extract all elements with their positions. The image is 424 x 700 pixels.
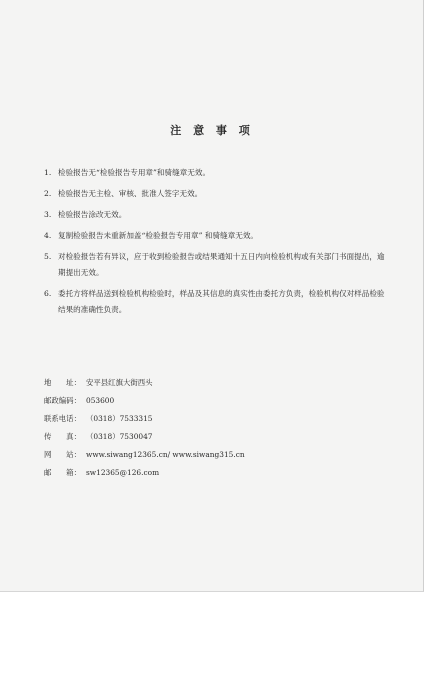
contact-label: 联系电话：	[44, 414, 81, 423]
contact-label: 传 真：	[44, 432, 81, 441]
contact-label: 地 址：	[44, 378, 81, 387]
contact-value: www.siwang12365.cn/ www.siwang315.cn	[86, 450, 245, 459]
note-number: 4.	[44, 231, 52, 240]
contact-phone	[44, 412, 384, 425]
contact-label: 邮政编码：	[44, 396, 81, 405]
note-number: 6.	[44, 289, 52, 298]
note-text: 检验报告无“检验报告专用章”和骑缝章无效。	[58, 168, 211, 177]
note-number: 1.	[44, 168, 52, 177]
note-item	[44, 165, 389, 181]
contact-value: sw12365@126.com	[86, 468, 160, 477]
note-text: 委托方将样品送到检验机构检验时，样品及其信息的真实性由委托方负责，检验机构仅对样品检验结果的准确性负责。	[58, 289, 385, 314]
note-number: 5.	[44, 252, 52, 261]
contact-address	[44, 376, 384, 389]
contact-value: （0318）7530047	[86, 432, 153, 441]
contact-value: （0318）7533315	[86, 414, 153, 423]
contact-label: 邮 箱：	[44, 468, 81, 477]
note-text: 复制检验报告未重新加盖“检验报告专用章” 和骑缝章无效。	[58, 231, 259, 240]
note-item	[44, 228, 389, 244]
contact-label: 网 站：	[44, 450, 81, 459]
page-title: 注 意 事 项	[170, 124, 254, 137]
contact-value: 安平县红旗大街西头	[86, 378, 153, 387]
note-number: 2.	[44, 189, 52, 198]
note-text: 检验报告涂改无效。	[58, 210, 127, 219]
note-text: 对检验报告若有异议，应于收到检验报告或结果通知十五日内向检验机构或有关部门书面提出，逾期提出无效。	[58, 252, 385, 277]
note-item	[44, 207, 389, 223]
contact-website	[44, 448, 384, 461]
note-text: 检验报告无主检、审核、批准人签字无效。	[58, 189, 203, 198]
notes-list	[44, 165, 389, 323]
contact-value: 053600	[86, 396, 115, 405]
contact-postcode	[44, 394, 384, 407]
contact-fax	[44, 430, 384, 443]
note-item	[44, 286, 389, 318]
contact-info	[44, 376, 384, 484]
note-item	[44, 249, 389, 281]
contact-email	[44, 466, 384, 479]
note-number: 3.	[44, 210, 52, 219]
note-item	[44, 186, 389, 202]
